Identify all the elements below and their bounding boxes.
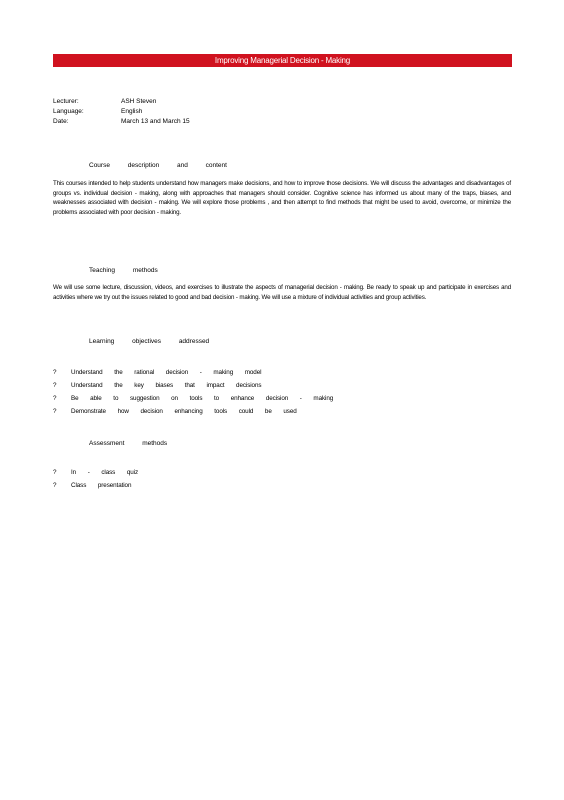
- list-item: [53, 479, 511, 492]
- objective-text: Be able to suggestion on tools to enhance decision - making: [71, 395, 334, 402]
- assessment-text: Class presentation: [71, 482, 132, 489]
- bullet-mark: ?: [53, 482, 57, 489]
- list-item: [53, 392, 511, 405]
- bullet-mark: ?: [53, 469, 57, 476]
- course-meta: [53, 97, 190, 127]
- course-text: This courses intended to help students understand how managers make decisions, and how to improve those decisions. We will discuss the advantages and disadvantages of groups vs. individual decision - making, along with approaches that managers should consider. Cognitive science has informed us about many of the traps, biases, and weaknesses associated with decision - making. We will explore those problems , and then attempt to find methods that might be used to avoid, overcome, or minimize the problems associated with poor decision - making.: [53, 180, 511, 216]
- objectives-heading: Learning objectives addressed: [89, 338, 210, 345]
- assessment-text: In - class quiz: [71, 469, 138, 476]
- assessment-heading: Assessment methods: [89, 440, 168, 447]
- bullet-mark: ?: [53, 369, 57, 376]
- list-item: [53, 466, 511, 479]
- date-value: March 13 and March 15: [121, 118, 190, 125]
- document-title: Improving Managerial Decision - Making: [53, 54, 512, 67]
- lecturer-label: Lecturer:: [53, 98, 79, 105]
- lecturer-value: ASH Steven: [121, 98, 157, 105]
- list-item: [53, 405, 511, 418]
- bullet-mark: ?: [53, 382, 57, 389]
- teaching-heading: Teaching methods: [89, 267, 158, 274]
- list-item: [53, 366, 511, 379]
- language-value: English: [121, 108, 143, 115]
- assessment-list: [53, 466, 511, 492]
- language-label: Language:: [53, 108, 84, 115]
- date-label: Date:: [53, 118, 69, 125]
- lecturer-row: [53, 97, 190, 107]
- objective-text: Understand the key biases that impact decisions: [71, 382, 262, 389]
- course-heading: Course description and content: [89, 162, 227, 169]
- bullet-mark: ?: [53, 395, 57, 402]
- objective-text: Understand the rational decision - making model: [71, 369, 262, 376]
- language-row: [53, 107, 190, 117]
- objectives-list: [53, 366, 511, 418]
- teaching-text: We will use some lecture, discussion, videos, and exercises to illustrate the aspects of managerial decision - making. Be ready to speak up and participate in exercises and activities where we try out the issues related to good and bad decision - making. We will use a mixture of individual activities and group activities.: [53, 284, 511, 301]
- date-row: [53, 117, 190, 127]
- list-item: [53, 379, 511, 392]
- objective-text: Demonstrate how decision enhancing tools could be used: [71, 408, 297, 415]
- bullet-mark: ?: [53, 408, 57, 415]
